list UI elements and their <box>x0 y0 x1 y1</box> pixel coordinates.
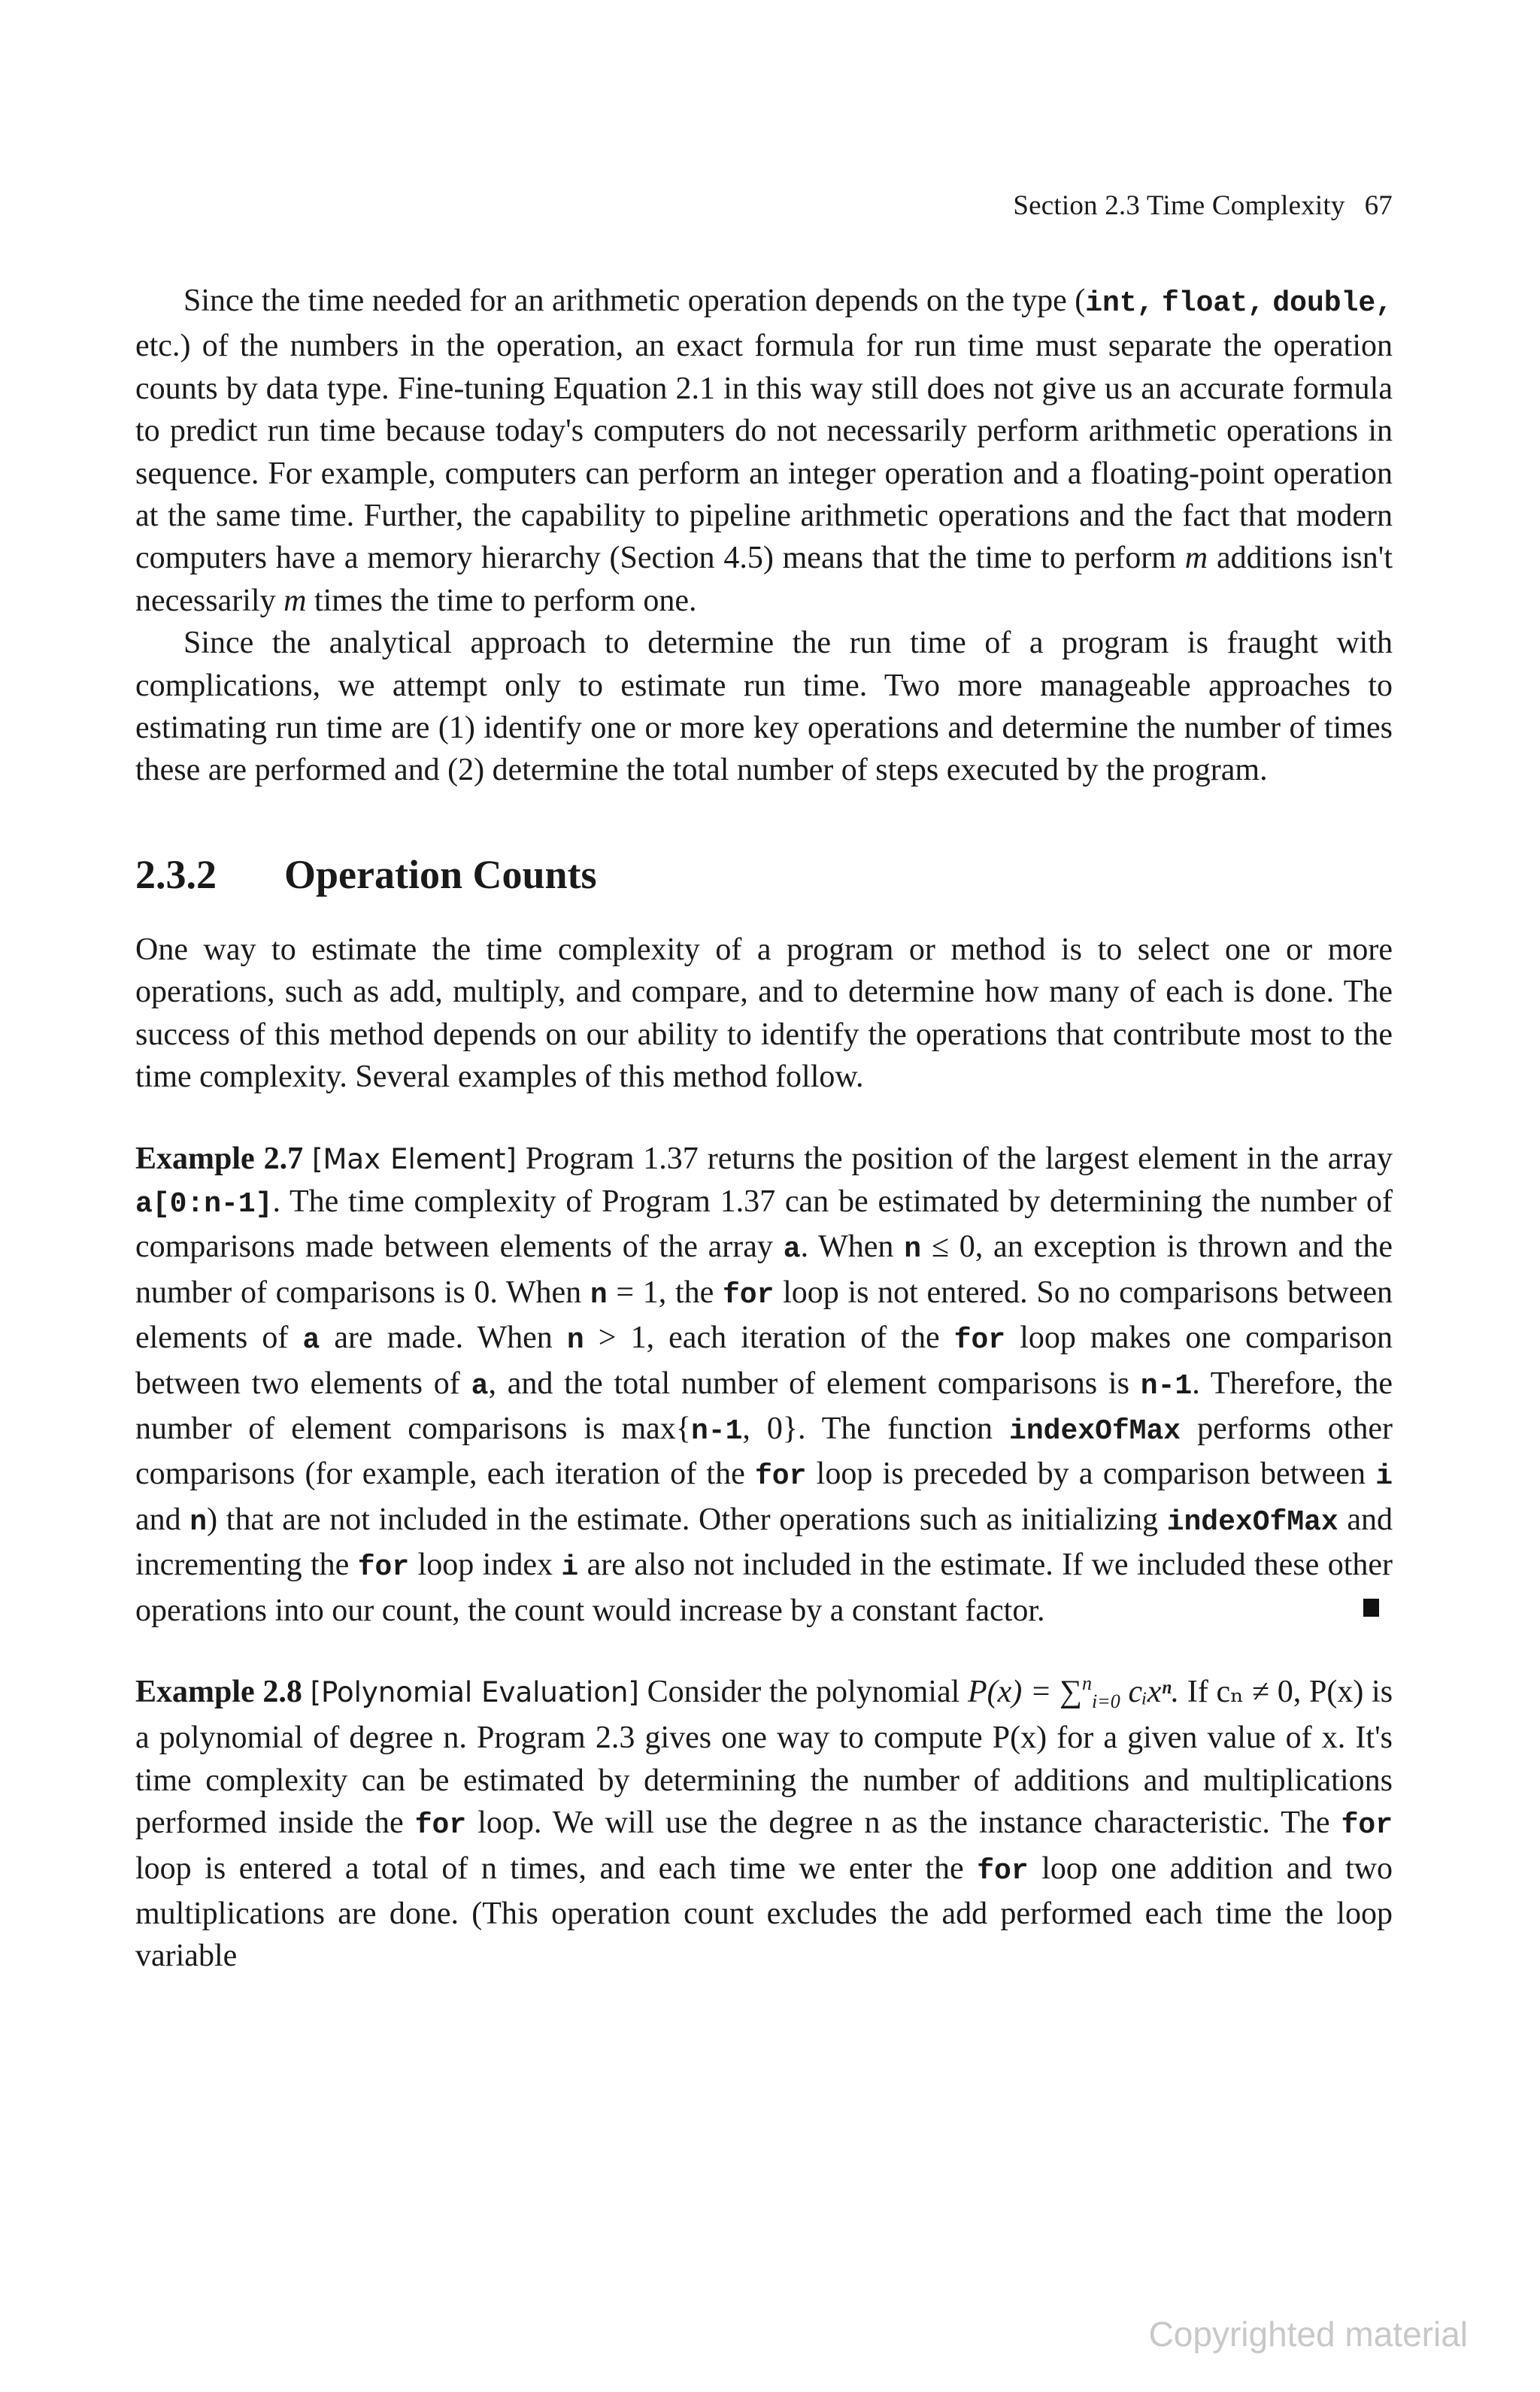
text-run: performs other comparisons (for example, each iteration of the <box>135 1411 1393 1492</box>
text-run: . The time complexity of Program 1.37 can be estimated by determining the number of comparisons made between elements of the array <box>135 1184 1393 1265</box>
section-heading <box>135 850 1393 899</box>
text-run: If cₙ ≠ 0, P(x) is a polynomial of degree n. Program 2.3 gives one way to compute P(x) for a given value of x. It's time complexity can be estimated by determining the number of additions and multiplications performed inside the <box>135 1674 1393 1841</box>
text-run: loop is not entered. So no comparisons between elements of <box>135 1275 1393 1356</box>
sum-lower-limit: i=0 <box>1091 1690 1120 1712</box>
code-for: for <box>1341 1809 1393 1842</box>
code-double: double, <box>1272 287 1393 320</box>
math-m: m <box>1184 541 1208 576</box>
paragraph-operation-counts-intro: One way to estimate the time complexity of a program or method is to select one or more operations, such as add, multiply, and compare, and to determine how many of each is done. The success of this method depends on our ability to identify the operations that contribute most to the time complexity. Several examples of this method follow. <box>135 932 1393 1095</box>
math-lhs: P(x) = ∑ <box>967 1674 1082 1709</box>
text-run: additions isn't necessarily <box>135 541 1393 618</box>
code-for: for <box>953 1324 1006 1357</box>
end-of-example-square-icon <box>1363 1599 1379 1617</box>
text-run: etc.) of the numbers in the operation, an exact formula for run time must separate the operation counts by data type. Fine-tuning Equation 2.1 in this way still does not give us an accurate formula to predict run time because today's computers do not necessarily perform arithmetic operations in sequence. For example, computers can perform an integer operation and a floating-point operation at the same time. Further, the capability to pipeline arithmetic operations and the fact that modern computers have a memory hierarchy (Section 4.5) means that the time to perform <box>135 329 1393 576</box>
text-run: and <box>135 1502 181 1537</box>
math-polynomial <box>967 1672 1180 1712</box>
text-run: times the time to perform one. <box>314 583 697 618</box>
text-run: loop one addition and two multiplications are done. (This operation count excludes the add performed each time the loop variable <box>135 1851 1393 1974</box>
example-2-7 <box>135 1138 1393 1632</box>
text-run: loop. We will use the degree n as the instance characteristic. The <box>477 1805 1330 1841</box>
paragraph-analytical-approach: Since the analytical approach to determine the run time of a program is fraught with complications, we attempt only to estimate run time. Two more manageable approaches to estimating run time are (1) identify one or more key operations and determine the number of times these are performed and (2) determine the total number of steps executed by the program. <box>135 626 1393 788</box>
text-run: loop is entered a total of n times, and each time we enter the <box>135 1851 964 1886</box>
code-a: a <box>471 1369 489 1402</box>
text-run: Since the time needed for an arithmetic operation depends on the type ( <box>183 283 1086 318</box>
page-number: 67 <box>1364 190 1393 221</box>
text-run: , 0}. The function <box>742 1411 993 1446</box>
example-2-8-text <box>135 1671 1393 1978</box>
text-run: . When <box>800 1229 894 1265</box>
code-int: int, <box>1085 287 1154 320</box>
section-number: 2.3.2 <box>135 851 217 897</box>
copyright-watermark: Copyrighted material <box>1148 2315 1468 2354</box>
math-m: m <box>283 583 307 618</box>
code-for: for <box>977 1854 1029 1887</box>
example-label: Example 2.7 <box>135 1141 304 1176</box>
code-n-minus-1: n-1 <box>1140 1369 1193 1402</box>
code-n: n <box>189 1505 208 1539</box>
code-n: n <box>904 1233 922 1266</box>
example-2-7-text <box>135 1138 1393 1632</box>
code-array: a[0:n-1] <box>135 1187 273 1220</box>
running-header <box>135 189 1393 222</box>
text-run: . Therefore, the number of element comparisons is max{ <box>135 1366 1393 1446</box>
page-body <box>135 280 1393 1978</box>
example-label: Example 2.8 <box>135 1674 302 1709</box>
code-indexofmax: indexOfMax <box>1166 1505 1338 1539</box>
text-run: Program 1.37 returns the position of the largest element in the array <box>525 1141 1393 1176</box>
code-for: for <box>357 1551 410 1584</box>
example-2-8 <box>135 1671 1393 1978</box>
text-run: loop index <box>417 1548 553 1583</box>
text-run: , and the total number of element comparisons is <box>488 1366 1129 1401</box>
text-run: and incrementing the <box>135 1502 1393 1583</box>
code-a: a <box>302 1324 320 1357</box>
code-for: for <box>722 1278 775 1311</box>
section-title: Operation Counts <box>284 851 597 897</box>
code-indexofmax: indexOfMax <box>1009 1414 1181 1448</box>
text-run: Consider the polynomial <box>647 1674 960 1709</box>
code-i: i <box>1375 1460 1393 1493</box>
paragraph-arithmetic-ops <box>135 280 1393 622</box>
text-run: = 1, the <box>616 1275 714 1310</box>
math-rhs: cᵢxⁿ. <box>1128 1674 1180 1709</box>
text-run: loop makes one comparison between two elements of <box>135 1320 1393 1401</box>
text-run: are made. When <box>334 1320 553 1356</box>
code-n-minus-1: n-1 <box>690 1414 743 1448</box>
code-n: n <box>590 1278 608 1311</box>
text-run: ≤ 0, an exception is thrown and the number of comparisons is 0. When <box>135 1229 1393 1310</box>
text-run: are also not included in the estimate. If we included these other operations into our count, the count would increase by a constant factor. <box>135 1548 1393 1628</box>
text-run: > 1, each iteration of the <box>598 1320 940 1356</box>
text-run: loop is preceded by a comparison between <box>816 1457 1366 1492</box>
example-tag: [Max Element] <box>312 1142 517 1175</box>
code-n: n <box>566 1324 584 1357</box>
code-for: for <box>754 1460 807 1493</box>
code-i: i <box>561 1551 579 1584</box>
running-head-title: Section 2.3 Time Complexity <box>1013 190 1345 221</box>
code-a: a <box>783 1233 801 1266</box>
code-float: float, <box>1162 287 1265 320</box>
sum-upper-limit: n <box>1081 1672 1092 1694</box>
text-run: ) that are not included in the estimate. Other operations such as initializing <box>207 1502 1159 1537</box>
example-tag: [Polynomial Evaluation] <box>310 1675 639 1708</box>
code-for: for <box>414 1809 467 1842</box>
